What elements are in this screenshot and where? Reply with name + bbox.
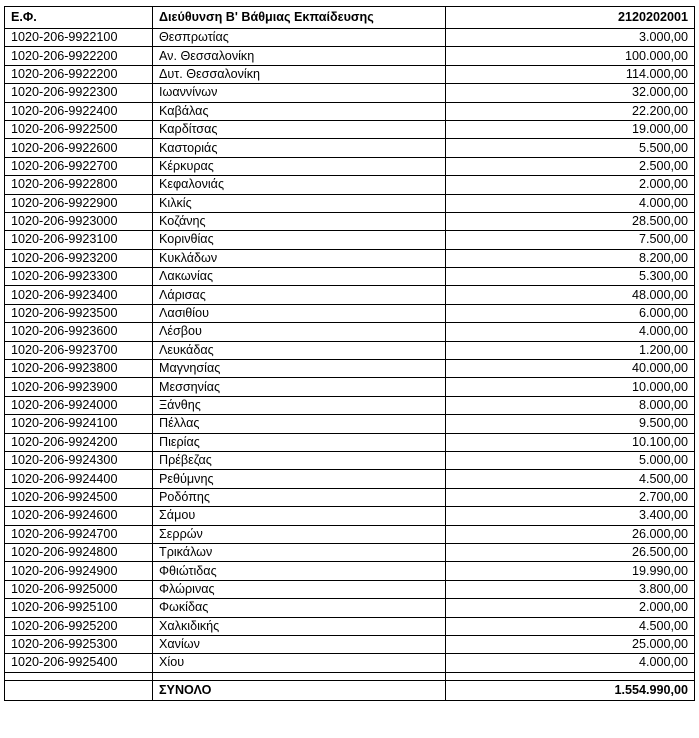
cell-amount: 3.000,00: [446, 29, 695, 47]
cell-name: Τρικάλων: [153, 543, 446, 561]
cell-code: 1020-206-9922600: [5, 139, 153, 157]
cell-code: 1020-206-9925200: [5, 617, 153, 635]
spacer-cell: [153, 672, 446, 680]
cell-code: 1020-206-9923300: [5, 268, 153, 286]
cell-amount: 8.000,00: [446, 396, 695, 414]
cell-code: 1020-206-9923500: [5, 304, 153, 322]
cell-code: 1020-206-9925100: [5, 599, 153, 617]
cell-code: 1020-206-9924700: [5, 525, 153, 543]
cell-code: 1020-206-9924500: [5, 488, 153, 506]
cell-name: Μαγνησίας: [153, 360, 446, 378]
cell-code: 1020-206-9924400: [5, 470, 153, 488]
header-amount: 2120202001: [446, 7, 695, 29]
cell-name: Χίου: [153, 654, 446, 672]
cell-amount: 28.500,00: [446, 212, 695, 230]
cell-amount: 26.000,00: [446, 525, 695, 543]
cell-amount: 6.000,00: [446, 304, 695, 322]
cell-name: Χανίων: [153, 635, 446, 653]
cell-code: 1020-206-9924600: [5, 507, 153, 525]
cell-amount: 10.100,00: [446, 433, 695, 451]
cell-amount: 4.500,00: [446, 470, 695, 488]
cell-amount: 10.000,00: [446, 378, 695, 396]
cell-name: Κορινθίας: [153, 231, 446, 249]
cell-amount: 7.500,00: [446, 231, 695, 249]
cell-code: 1020-206-9922100: [5, 29, 153, 47]
header-code: Ε.Φ.: [5, 7, 153, 29]
cell-amount: 4.000,00: [446, 194, 695, 212]
table-row: [5, 451, 695, 469]
cell-name: Κυκλάδων: [153, 249, 446, 267]
table-row: [5, 212, 695, 230]
table-row: [5, 543, 695, 561]
table-header-row: [5, 7, 695, 29]
cell-amount: 4.000,00: [446, 654, 695, 672]
cell-code: 1020-206-9925000: [5, 580, 153, 598]
spacer-row: [5, 672, 695, 680]
cell-amount: 26.500,00: [446, 543, 695, 561]
cell-amount: 5.000,00: [446, 451, 695, 469]
cell-code: 1020-206-9922300: [5, 84, 153, 102]
cell-name: Φθιώτιδας: [153, 562, 446, 580]
cell-name: Καρδίτσας: [153, 120, 446, 138]
table-row: [5, 231, 695, 249]
cell-amount: 5.300,00: [446, 268, 695, 286]
cell-name: Κοζάνης: [153, 212, 446, 230]
table-row: [5, 470, 695, 488]
cell-amount: 19.000,00: [446, 120, 695, 138]
cell-code: 1020-206-9925400: [5, 654, 153, 672]
total-empty-cell: [5, 680, 153, 700]
cell-name: Φλώρινας: [153, 580, 446, 598]
cell-name: Καστοριάς: [153, 139, 446, 157]
cell-amount: 3.400,00: [446, 507, 695, 525]
cell-amount: 1.200,00: [446, 341, 695, 359]
table-row: [5, 580, 695, 598]
table-row: [5, 29, 695, 47]
cell-name: Αν. Θεσσαλονίκη: [153, 47, 446, 65]
cell-amount: 8.200,00: [446, 249, 695, 267]
cell-code: 1020-206-9923900: [5, 378, 153, 396]
header-name: Διεύθυνση Β' Βάθμιας Εκπαίδευσης: [153, 7, 446, 29]
cell-name: Κιλκίς: [153, 194, 446, 212]
cell-code: 1020-206-9925300: [5, 635, 153, 653]
cell-code: 1020-206-9924200: [5, 433, 153, 451]
cell-name: Λακωνίας: [153, 268, 446, 286]
table-row: [5, 507, 695, 525]
table-row: [5, 84, 695, 102]
cell-code: 1020-206-9924300: [5, 451, 153, 469]
cell-amount: 32.000,00: [446, 84, 695, 102]
cell-amount: 114.000,00: [446, 65, 695, 83]
cell-name: Σερρών: [153, 525, 446, 543]
table-row: [5, 488, 695, 506]
cell-name: Πρέβεζας: [153, 451, 446, 469]
cell-name: Σάμου: [153, 507, 446, 525]
cell-amount: 22.200,00: [446, 102, 695, 120]
cell-amount: 9.500,00: [446, 415, 695, 433]
table-row: [5, 139, 695, 157]
cell-name: Θεσπρωτίας: [153, 29, 446, 47]
table-row: [5, 433, 695, 451]
cell-amount: 4.500,00: [446, 617, 695, 635]
cell-code: 1020-206-9923000: [5, 212, 153, 230]
cell-code: 1020-206-9922700: [5, 157, 153, 175]
cell-code: 1020-206-9923800: [5, 360, 153, 378]
cell-name: Καβάλας: [153, 102, 446, 120]
cell-amount: 100.000,00: [446, 47, 695, 65]
table-row: [5, 65, 695, 83]
table-row: [5, 635, 695, 653]
table-row: [5, 268, 695, 286]
cell-code: 1020-206-9924100: [5, 415, 153, 433]
cell-code: 1020-206-9924000: [5, 396, 153, 414]
table-row: [5, 286, 695, 304]
table-row: [5, 341, 695, 359]
table-row: [5, 157, 695, 175]
table-row: [5, 323, 695, 341]
cell-code: 1020-206-9922400: [5, 102, 153, 120]
total-row: [5, 680, 695, 700]
cell-code: 1020-206-9922200: [5, 65, 153, 83]
cell-amount: 25.000,00: [446, 635, 695, 653]
table-row: [5, 102, 695, 120]
cell-code: 1020-206-9924900: [5, 562, 153, 580]
cell-name: Κέρκυρας: [153, 157, 446, 175]
cell-name: Ρεθύμνης: [153, 470, 446, 488]
cell-name: Λασιθίου: [153, 304, 446, 322]
table-row: [5, 525, 695, 543]
table-row: [5, 396, 695, 414]
cell-name: Μεσσηνίας: [153, 378, 446, 396]
table-row: [5, 360, 695, 378]
cell-name: Φωκίδας: [153, 599, 446, 617]
cell-code: 1020-206-9923100: [5, 231, 153, 249]
cell-name: Λέσβου: [153, 323, 446, 341]
table-row: [5, 562, 695, 580]
cell-name: Κεφαλονιάς: [153, 176, 446, 194]
cell-name: Λευκάδας: [153, 341, 446, 359]
table-row: [5, 378, 695, 396]
cell-amount: 3.800,00: [446, 580, 695, 598]
cell-code: 1020-206-9923200: [5, 249, 153, 267]
cell-name: Ροδόπης: [153, 488, 446, 506]
total-label: ΣΥΝΟΛΟ: [153, 680, 446, 700]
cell-name: Πιερίας: [153, 433, 446, 451]
cell-amount: 2.000,00: [446, 599, 695, 617]
table-row: [5, 415, 695, 433]
cell-amount: 2.700,00: [446, 488, 695, 506]
cell-code: 1020-206-9922500: [5, 120, 153, 138]
cell-code: 1020-206-9923400: [5, 286, 153, 304]
table-row: [5, 599, 695, 617]
budget-table: [4, 6, 695, 701]
spacer-cell: [5, 672, 153, 680]
table-row: [5, 617, 695, 635]
table-row: [5, 120, 695, 138]
cell-amount: 40.000,00: [446, 360, 695, 378]
cell-amount: 48.000,00: [446, 286, 695, 304]
spacer-cell: [446, 672, 695, 680]
table-row: [5, 304, 695, 322]
cell-name: Ιωαννίνων: [153, 84, 446, 102]
cell-name: Ξάνθης: [153, 396, 446, 414]
cell-name: Δυτ. Θεσσαλονίκη: [153, 65, 446, 83]
cell-code: 1020-206-9923600: [5, 323, 153, 341]
cell-amount: 2.500,00: [446, 157, 695, 175]
cell-amount: 5.500,00: [446, 139, 695, 157]
cell-code: 1020-206-9922900: [5, 194, 153, 212]
table-row: [5, 249, 695, 267]
cell-code: 1020-206-9924800: [5, 543, 153, 561]
cell-code: 1020-206-9922200: [5, 47, 153, 65]
cell-code: 1020-206-9923700: [5, 341, 153, 359]
cell-amount: 19.990,00: [446, 562, 695, 580]
cell-name: Λάρισας: [153, 286, 446, 304]
cell-name: Χαλκιδικής: [153, 617, 446, 635]
cell-name: Πέλλας: [153, 415, 446, 433]
total-amount: 1.554.990,00: [446, 680, 695, 700]
table-row: [5, 194, 695, 212]
cell-amount: 2.000,00: [446, 176, 695, 194]
table-row: [5, 176, 695, 194]
cell-amount: 4.000,00: [446, 323, 695, 341]
table-row: [5, 47, 695, 65]
cell-code: 1020-206-9922800: [5, 176, 153, 194]
table-row: [5, 654, 695, 672]
